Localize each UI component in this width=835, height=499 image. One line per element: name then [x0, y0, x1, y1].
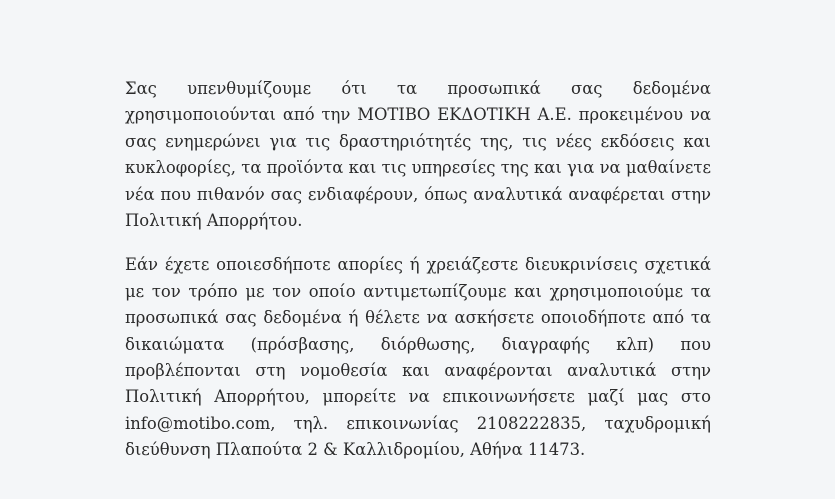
privacy-paragraph-1: Σας υπενθυμίζουμε ότι τα προσωπικά σας δεδομένα χρησιμοποιούνται από την ΜΟΤΙΒΟ ΕΚΔΟΤΙΚΗ Α.Ε. προκειμένου να σας ενημερώνει για τις δραστηριότητές της, τις νέες εκδόσεις και κυκλοφορίες, τα προϊόντα και τις υπηρεσίες της και για να μαθαίνετε νέα που πιθανόν σας ενδιαφέρουν, όπως αναλυτικά αναφέρεται στην Πολιτική Απορρήτου.: [125, 79, 711, 231]
privacy-notice: [125, 76, 711, 464]
privacy-paragraph-2: Εάν έχετε οποιεσδήποτε απορίες ή χρειάζεστε διευκρινίσεις σχετικά με τον τρόπο με τον οποίο αντιμετωπίζουμε και χρησιμοποιούμε τα προσωπικά σας δεδομένα ή θέλετε να ασκήσετε οποιοδήποτε από τα δικαιώματα (πρόσβασης, διόρθωσης, διαγραφής κλπ) που προβλέπονται στη νομοθεσία και αναφέρονται αναλυτικά στην Πολιτική Απορρήτου, μπορείτε να επικοινωνήσετε μαζί μας στο info@motibo.com, τηλ. επικοινωνίας 2108222835, ταχυδρομική διεύθυνση Πλαπούτα 2 & Καλλιδρομίου, Αθήνα 11473.: [125, 255, 711, 460]
